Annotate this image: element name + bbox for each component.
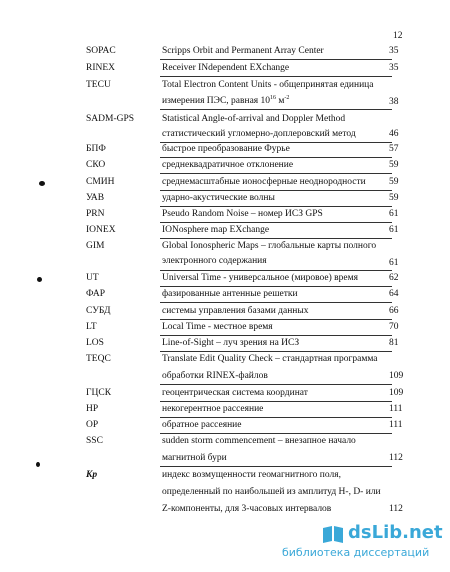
definition: Global Ionospheric Maps – глобальные карты полного (162, 241, 377, 251)
definition: Translate Edit Quality Check – стандартная программа (162, 354, 378, 364)
page-reference: 112 (389, 504, 403, 514)
page-reference: 35 (389, 46, 399, 56)
scan-speck (36, 462, 40, 467)
definition-line-2: определенный по наибольшей из амплитуд H-, D- или (162, 487, 381, 497)
abbreviation: IONEX (86, 225, 116, 235)
page-reference: 64 (389, 289, 399, 299)
abbreviation: TEQC (86, 354, 111, 364)
abbreviation: ГЦСК (86, 388, 112, 398)
page-reference: 112 (389, 453, 403, 463)
definition: Receiver INdependent EXchange (162, 63, 290, 73)
glossary-entry-tecu (0, 77, 450, 111)
abbreviation: PRN (86, 209, 105, 219)
abbreviation: UT (86, 273, 99, 283)
definition: индекс возмущенности геомагнитного поля, (162, 470, 342, 480)
page-reference: 46 (389, 129, 399, 139)
abbreviation: GIM (86, 241, 105, 251)
page-reference: 38 (389, 97, 399, 107)
page-reference: 35 (389, 63, 399, 73)
definition: обратное рассеяние (162, 420, 242, 430)
page-reference: 61 (389, 209, 399, 219)
page-reference: 109 (389, 371, 404, 381)
definition: среднемасштабные ионосферные неоднородности (162, 177, 366, 187)
definition: среднеквадратичное отклонение (162, 160, 294, 170)
page-reference: 59 (389, 160, 399, 170)
page-reference: 59 (389, 193, 399, 203)
abbreviation: SSC (86, 436, 103, 446)
row-rule (160, 109, 392, 110)
scan-speck (37, 277, 42, 282)
page-reference: 61 (389, 225, 399, 235)
abbreviation: СУБД (86, 306, 111, 316)
abbreviation: RINEX (86, 63, 116, 73)
watermark-subtitle: библиотека диссертаций (282, 546, 430, 559)
page-reference: 66 (389, 306, 399, 316)
definition-line-2: статистический угломерно-доплеровский метод (162, 129, 356, 139)
abbreviation: TECU (86, 80, 111, 90)
page-reference: 111 (389, 420, 403, 430)
page-reference: 70 (389, 322, 399, 332)
definition: некогерентное рассеяние (162, 404, 264, 414)
abbreviation: SOPAC (86, 46, 116, 56)
abbreviation: Kp (86, 470, 98, 480)
definition: Total Electron Content Units - общепринятая единица (162, 80, 374, 90)
definition: Statistical Angle-of-arrival and Doppler Method (162, 114, 346, 124)
definition-line-2: электронного содержания (162, 256, 267, 266)
definition: IONosphere map EXchange (162, 225, 270, 235)
definition-line-2: обработки RINEX-файлов (162, 371, 268, 381)
definition: Local Time - местное время (162, 322, 273, 332)
definition: системы управления базами данных (162, 306, 309, 316)
page-reference: 111 (389, 404, 403, 414)
page-reference: 81 (389, 338, 399, 348)
scan-speck (39, 181, 45, 186)
watermark-logo: dsLib.net (348, 522, 443, 543)
definition: быстрое преобразование Фурье (162, 144, 290, 154)
abbreviation: LT (86, 322, 97, 332)
definition: геоцентрическая система координат (162, 388, 308, 398)
definition: Scripps Orbit and Permanent Array Center (162, 46, 324, 56)
definition: sudden storm commencement – внезапное начало (162, 436, 356, 446)
abbreviation: УАВ (86, 193, 105, 203)
definition: Line-of-Sight – луч зрения на ИСЗ (162, 338, 300, 348)
definition-line-3: Z-компоненты, для 3-часовых интервалов (162, 504, 332, 514)
page-number: 12 (393, 31, 403, 41)
page-reference: 109 (389, 388, 404, 398)
abbreviation: SADM-GPS (86, 114, 135, 124)
definition: ударно-акустические волны (162, 193, 275, 203)
abbreviation: БПФ (86, 144, 106, 154)
definition: Universal Time - универсальное (мировое) время (162, 273, 358, 283)
definition-line-2: измерения ПЭС, равная $10^{16}$ $м^{-2}$ (162, 94, 290, 106)
abbreviation: НР (86, 404, 99, 414)
abbreviation: ФАР (86, 289, 106, 299)
definition: фазированные антенные решетки (162, 289, 298, 299)
definition-line-2: магнитной бури (162, 453, 227, 463)
page-reference: 57 (389, 144, 399, 154)
page-reference: 62 (389, 273, 399, 283)
abbreviation: СМИН (86, 177, 115, 187)
page-reference: 59 (389, 177, 399, 187)
abbreviation: LOS (86, 338, 104, 348)
abbreviation: ОР (86, 420, 99, 430)
abbreviation: СКО (86, 160, 106, 170)
definition: Pseudo Random Noise – номер ИСЗ GPS (162, 209, 323, 219)
watermark (282, 522, 448, 568)
book-icon (322, 524, 344, 544)
page-reference: 61 (389, 258, 399, 268)
